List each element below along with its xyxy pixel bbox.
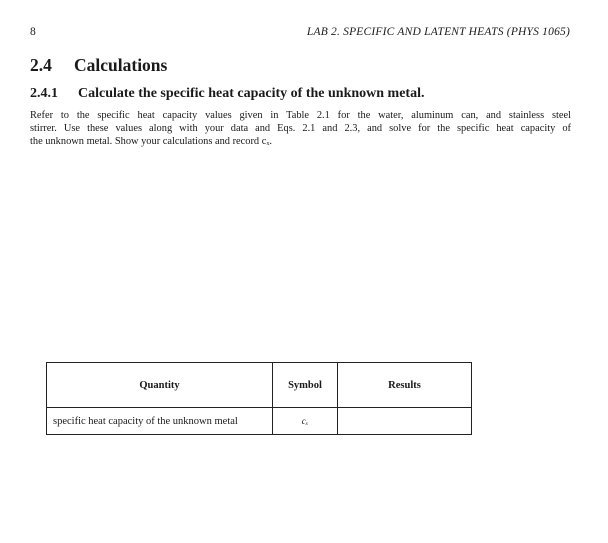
page-number: 8 xyxy=(30,26,36,38)
table-row xyxy=(47,408,472,435)
subsection-number: 2.4.1 xyxy=(30,86,58,101)
running-header: LAB 2. SPECIFIC AND LATENT HEATS (PHYS 1065) xyxy=(306,26,570,38)
instructions-line: the unknown metal. Show your calculations and record cₓ. xyxy=(30,136,272,148)
instructions-line: Refer to the specific heat capacity values given in Table 2.1 for the water, aluminum can, and stainless steel xyxy=(30,110,571,121)
header-quantity: Quantity xyxy=(47,363,273,408)
instructions-line: stirrer. Use these values along with your data and Eqs. 2.1 and 2.3, and solve for the specific heat capacity of xyxy=(30,123,571,135)
header-symbol: Symbol xyxy=(273,363,338,408)
subsection-title: Calculate the specific heat capacity of the unknown metal. xyxy=(78,86,425,101)
cell-quantity: specific heat capacity of the unknown metal xyxy=(47,408,273,435)
section-heading xyxy=(30,55,167,76)
cell-result[interactable] xyxy=(338,408,472,435)
section-number: 2.4 xyxy=(30,55,52,75)
table-header-row xyxy=(47,363,472,408)
section-title: Calculations xyxy=(74,55,168,75)
subsection-heading xyxy=(30,86,424,102)
instructions-paragraph xyxy=(30,109,571,149)
header-results: Results xyxy=(338,363,472,408)
cell-symbol: cₓ xyxy=(273,408,338,435)
results-table xyxy=(46,362,472,435)
